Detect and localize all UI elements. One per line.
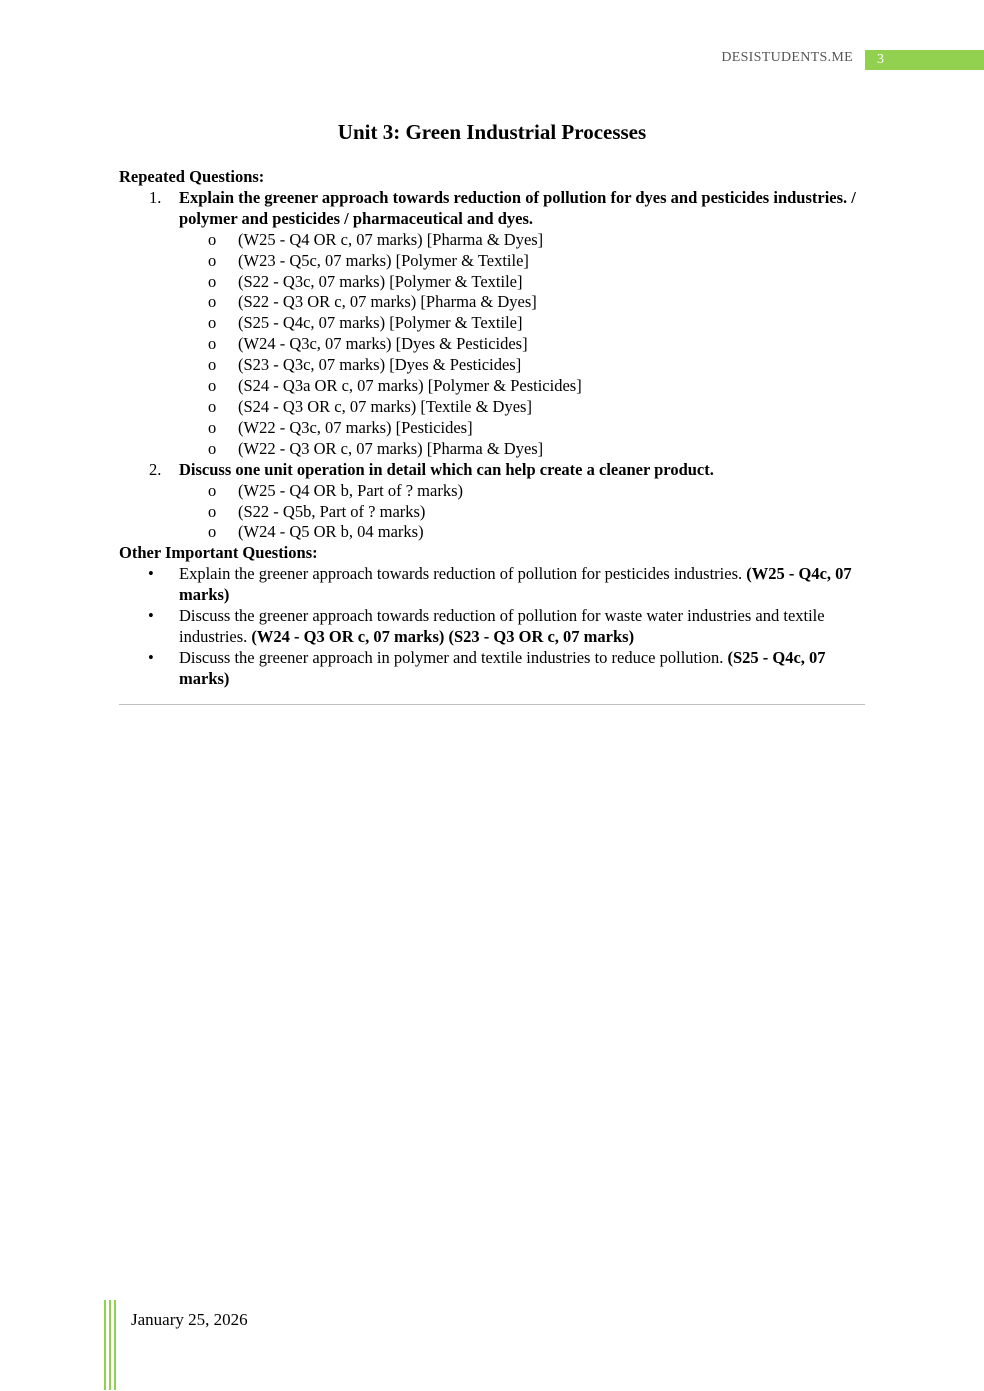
circle-bullet-icon: o <box>208 229 217 249</box>
reference-text: (S22 - Q5b, Part of ? marks) <box>238 501 426 521</box>
other-question <box>119 648 864 690</box>
circle-bullet-icon: o <box>208 292 217 312</box>
reference-text: (W23 - Q5c, 07 marks) [Polymer & Textile] <box>238 250 529 270</box>
reference-text: (W22 - Q3 OR c, 07 marks) [Pharma & Dyes] <box>238 438 544 458</box>
question-references <box>179 230 864 460</box>
page-number-badge: 3 <box>865 50 984 70</box>
circle-bullet-icon: o <box>208 522 217 542</box>
other-question-text: Explain the greener approach towards reduction of pollution for pesticides industries. <box>179 564 747 584</box>
question-reference <box>179 272 864 293</box>
bullet-icon: • <box>148 606 154 626</box>
section-divider <box>119 704 865 705</box>
circle-bullet-icon: o <box>208 355 217 375</box>
reference-text: (S23 - Q3c, 07 marks) [Dyes & Pesticides] <box>238 355 522 375</box>
repeated-question <box>119 188 864 460</box>
question-reference <box>179 355 864 376</box>
question-reference <box>179 313 864 334</box>
header-site-name: DESISTUDENTS.ME <box>721 50 853 65</box>
repeated-question <box>119 460 864 544</box>
question-text: Discuss one unit operation in detail which can help create a cleaner product. <box>179 459 714 479</box>
bullet-icon: • <box>148 564 154 584</box>
circle-bullet-icon: o <box>208 313 217 333</box>
other-question-text: Discuss the greener approach in polymer and textile industries to reduce pollution. <box>179 647 728 667</box>
reference-text: (W24 - Q3c, 07 marks) [Dyes & Pesticides] <box>238 334 528 354</box>
other-question <box>119 606 864 648</box>
footer-accent-bars <box>104 1300 118 1390</box>
other-question-text: Discuss the greener approach towards reduction of pollution for waste water industries and textile industries. <box>179 606 825 646</box>
reference-text: (W24 - Q5 OR b, 04 marks) <box>238 522 424 542</box>
page-title: Unit 3: Green Industrial Processes <box>337 120 647 144</box>
circle-bullet-icon: o <box>208 250 217 270</box>
question-reference <box>179 292 864 313</box>
question-number: 1. <box>149 187 162 207</box>
question-reference <box>179 251 864 272</box>
repeated-questions-heading: Repeated Questions: <box>119 167 265 186</box>
repeated-questions-list <box>119 188 864 543</box>
question-reference <box>179 397 864 418</box>
other-questions-list <box>119 564 864 689</box>
circle-bullet-icon: o <box>208 376 217 396</box>
reference-text: (S22 - Q3 OR c, 07 marks) [Pharma & Dyes] <box>238 292 537 312</box>
reference-text: (S25 - Q4c, 07 marks) [Polymer & Textile] <box>238 313 523 333</box>
question-text: Explain the greener approach towards reduction of pollution for dyes and pesticides industries. / polymer and pesticides / pharmaceutical and dyes. <box>179 187 856 228</box>
question-reference <box>179 230 864 251</box>
question-reference <box>179 522 864 543</box>
other-question-ref: (W25 - Q4c, 07 marks) <box>179 564 852 605</box>
question-references <box>179 481 864 544</box>
circle-bullet-icon: o <box>208 438 217 458</box>
other-question-ref: (W24 - Q3 OR c, 07 marks) (S23 - Q3 OR c, 07 marks) <box>251 626 635 646</box>
reference-text: (W25 - Q4 OR c, 07 marks) [Pharma & Dyes] <box>238 229 544 249</box>
other-question-ref: (S25 - Q4c, 07 marks) <box>179 647 826 688</box>
question-reference <box>179 481 864 502</box>
document-body <box>119 167 864 690</box>
bullet-icon: • <box>148 647 154 667</box>
reference-text: (W22 - Q3c, 07 marks) [Pesticides] <box>238 417 473 437</box>
footer-date: January 25, 2026 <box>131 1310 248 1329</box>
other-questions-heading: Other Important Questions: <box>119 543 318 563</box>
circle-bullet-icon: o <box>208 396 217 416</box>
reference-text: (S24 - Q3a OR c, 07 marks) [Polymer & Pesticides] <box>238 376 582 396</box>
question-number: 2. <box>149 459 162 479</box>
circle-bullet-icon: o <box>208 334 217 354</box>
circle-bullet-icon: o <box>208 417 217 437</box>
reference-text: (S22 - Q3c, 07 marks) [Polymer & Textile] <box>238 271 523 291</box>
reference-text: (S24 - Q3 OR c, 07 marks) [Textile & Dyes] <box>238 396 532 416</box>
question-reference <box>179 334 864 355</box>
circle-bullet-icon: o <box>208 501 217 521</box>
question-reference <box>179 502 864 523</box>
question-reference <box>179 439 864 460</box>
reference-text: (W25 - Q4 OR b, Part of ? marks) <box>238 480 463 500</box>
question-reference <box>179 418 864 439</box>
circle-bullet-icon: o <box>208 480 217 500</box>
circle-bullet-icon: o <box>208 271 217 291</box>
question-reference <box>179 376 864 397</box>
other-question <box>119 564 864 606</box>
